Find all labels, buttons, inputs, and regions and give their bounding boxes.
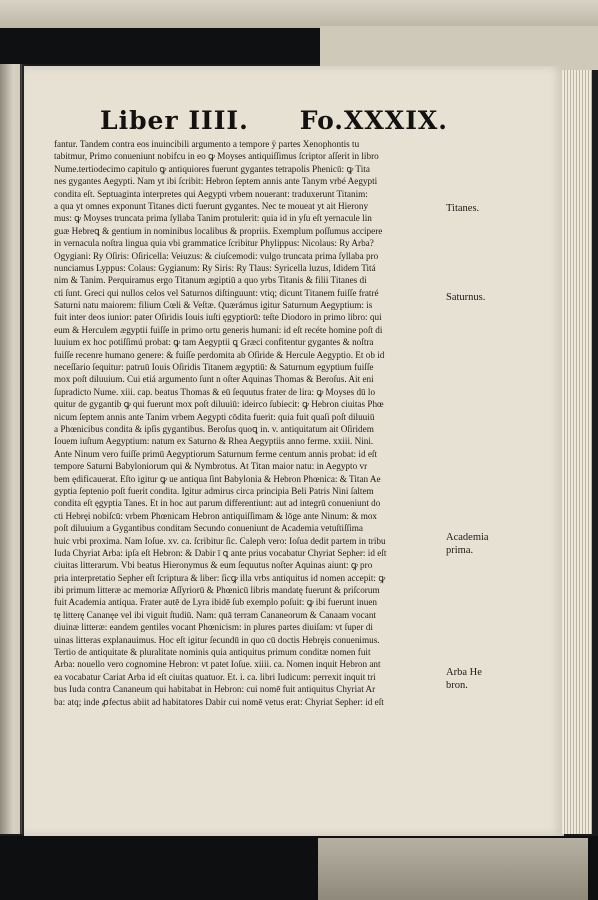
- text-line: Arba: nouello vero cognomine Hebron: vt patet Ioſue. xiiii. ca. Nomen inquit Hebron ant: [54, 659, 381, 670]
- text-line: Saturni natu maiorem: filium Cœli & Veſtæ. Quærámus igitur Saturnum Aegyptium: is: [54, 300, 373, 311]
- text-line: Iouem iuſtum Aegyptium: natum ex Saturno & Rhea Aegyptiis anno ferme. xxiii. Nini.: [54, 436, 374, 447]
- text-line: diuinæ litteræ: eandem gentiles vocant Phœnicism: in plures partes diuiſam: vt ſuper di: [54, 622, 373, 633]
- text-line: fuiſſe recenre humano genere: & fuiſſe perdomita ab Oſiride & Hercule Aegyptio. Et ob id: [54, 349, 385, 360]
- text-line: nunciamus Lyppus: Colaus: Gygianum: Ry Siris: Ry Tlaus: Syricella luzus, Ididem Titá: [54, 262, 376, 273]
- text-line: bem ędificauerat. Eſto igitur ꝙ ue antiqua ſint Babylonia & Hebron Phœnica: & Titan Ae: [54, 473, 381, 484]
- text-line: nicum ſeptem annis ante Tanim vrbem Aegypti cōdita fuerit: quia fuit quaſi poſt diluuiū: [54, 411, 375, 422]
- text-line: poſt diluuium a Gygantibus conditam Secundo conueniunt de Academia vetuſtiſſima: [54, 523, 363, 534]
- text-line: gyptia ſeptenio poſt fuerit condita. Igitur admirus circa principia Beli Patris Nini ſaltem: [54, 485, 374, 496]
- text-line: tempore Saturni Babyloniorum qui & Nymbrotus. At Titan maior natu: in Aegypto vr: [54, 461, 368, 472]
- text-line: mus: ꝙ Moyses truncata prima ſyllaba Tanim protulerit: quia id in yſu eſt yernacule lin: [54, 213, 372, 224]
- text-line: neceſſario ſequitur: patruū Iouis Oſiridis Titanem ægyptiū: & Saturnum egyptium fuiſſe: [54, 362, 374, 373]
- text-line: Ante Ninum vero fuiſſe primū Aegyptiorum Saturnum ferme centum annis probat: id eſt: [54, 448, 378, 459]
- margin-note-text: Academia: [446, 532, 489, 543]
- text-line: a qua yt omnes exponunt Titanes dicti fuerunt gygantes. Nec te moueat yt ait Hierony: [54, 200, 369, 211]
- text-line: fuit inter deos iunior: pater Oſiridis Iouis iuſti ęgyptiorū: teſte Diodoro in primo libro: qui: [54, 312, 382, 323]
- text-line: condita eſt ęgyptia Tanes. Et in hoc aut parum differentiunt: aut ad integrū conueniunt do: [54, 498, 381, 509]
- text-line: fantur. Tandem contra eos inuincibili argumento a tempore ÿ partes Xenophontis tu: [54, 139, 360, 149]
- margin-note-arba-hebron: [446, 666, 516, 692]
- text-line: ea vocabatur Cariat Arba id eſt ciuitas quatuor. Et. i. ca. libri Iudicum: perrexit inquit tri: [54, 671, 376, 682]
- margin-note-text: Titanes.: [446, 203, 480, 214]
- text-line: tę litterę Cananęe vel ibi viguit ſtudiū. Nam: quā terram Cananeorum & Canaam vocant: [54, 609, 376, 620]
- margin-note-text: Arba He: [446, 667, 482, 678]
- bottom-paper: [318, 838, 588, 900]
- text-line: ciuitas litterarum. Vbi beatus Hieronymus & eum ſequutus noſter Aquinas aiunt: ꝙ pro: [54, 560, 373, 571]
- text-line: ba: atq; inde ꝓfectus abiit ad habitatores Dabir cui nomē vetus erat: Chyriat Sepher: id eſt: [54, 696, 384, 707]
- text-line: cti ſunt. Greci qui nullos celos vel Saturnos diſtinguunt: vtiq; dicunt Titanem fuiſſe fratré: [54, 287, 379, 298]
- text-line: a Phœnicibus condita & ipſis gygantibus. Beroſus quoꝗ in. v. antiquitatum ait Oſiridem: [54, 423, 374, 434]
- header-folio: Fo.XXXIX.: [299, 106, 448, 135]
- text-line: fuit Academia antiqua. Frater autē de Lyra ibidē ſub exemplo poſuit: ꝙ ibi fuerunt inuen: [54, 597, 378, 608]
- text-line: uinas litteras explanauimus. Hoc eſt igitur ſecundū in quo cū doctis Hebręis conuenimus.: [54, 634, 380, 645]
- margin-note-text: prima.: [446, 545, 474, 556]
- text-line: mox poſt diluuium. Cui etiá argumento ſunt n oſter Aquinas Thomas & Beroſus. Ait eni: [54, 374, 374, 385]
- margin-note-saturnus: [446, 291, 516, 304]
- text-line: cti Hebręi nobiſcū: vrbem Phœnicam Hebron antiquiſſimam & lōge ante Ninum: & mox: [54, 510, 378, 521]
- body-text-column: [54, 138, 446, 734]
- running-header: [100, 106, 448, 138]
- text-line: Iuda Chyriat Arba: ipſa eſt Hebron: & Dabir ī ꝗ ante prius vocabatur Chyriat Sepher: id eſt: [54, 547, 387, 558]
- text-line: quitur de gygantib ꝙ qui fuerunt mox poſt diluuiū: ideirco ſubiecit: ꝙ Hebron ciuitas Phœ: [54, 399, 384, 410]
- header-liber: Liber IIII.: [100, 106, 249, 135]
- text-line: bus Iuda contra Cananeum qui habitabat in Hebron: cui nomē fuit antiquitus Chyriat Ar: [54, 684, 376, 695]
- text-line: in vernacula noſtra lingua quia vbi grammatice ſcribitur Phylippus: Nicolaus: Ry Arba?: [54, 238, 374, 249]
- text-line: huic vrbi proxima. Nam Ioſue. xv. ca. ſcribitur ſic. Caleph vero: Ioſua dedit partem in tribu: [54, 535, 386, 546]
- text-line: condita eſt. Septuaginta interpretes qui Aegypti vrbem nouerant: traduxerunt Titanim:: [54, 188, 368, 199]
- top-paper-strip: [0, 0, 598, 28]
- text-line: nes gygantes Aegypti. Nam yt ibi ſcribit: Hebron ſeptem annis ante Tanym vrbé Aegypti: [54, 176, 378, 187]
- text-line: guæ Hebreꝗ & gentium in nominibus localibus & propriis. Exemplum poſſumus accipere: [54, 225, 383, 236]
- margin-note-academia: [446, 531, 516, 557]
- page-edges: [562, 70, 592, 834]
- paper-behind: [320, 26, 598, 70]
- left-page-edge: [0, 64, 22, 834]
- margin-note-titanes: [446, 202, 516, 215]
- text-line: luuium ex hoc potiſſimú probat: ꝙ tam Aegyptii ꝗ Græci confitentur gygantes & noſtra: [54, 337, 374, 348]
- text-line: ſupradicto Nume. xiii. cap. beatus Thomas & eū ſequutus frater de lira: ꝙ Moyses dū lo: [54, 386, 376, 397]
- text-line: Tertio de antiquitate & pluralitate nominis quia antiquitus primum conditæ nomen fuit: [54, 647, 371, 658]
- text-line: nim & Tanim. Perquiramus ergo Titanum ægiptiū a quo yrbs Titanis & filii Titanes di: [54, 275, 367, 286]
- text-line: Ogygiani: Ry Oſiris: Oſiricella: Veiuzus: & ciuſcemodi: vulgo truncata prima ſyllaba pro: [54, 250, 379, 261]
- text-line: Nume.tertiodecimo capitulo ꝙ antiquiores fuerunt gygantes tetrapolis Phenicū: ꝙ Tita: [54, 163, 370, 174]
- text-line: pria interpretatio Sepher eſt ſcriptura & liber: ſicꝙ illa vrbs antiquitus id nomen accepit: ꝙ: [54, 572, 386, 583]
- margin-note-text: bron.: [446, 680, 468, 691]
- text-line: ibi primum litteræ ac memoriæ Aſſyriorū & Phœnicū libris mandatę fuerunt & priſcorum: [54, 585, 380, 596]
- margin-note-text: Saturnus.: [446, 292, 486, 303]
- text-line: tabitmur, Primo conueniunt nobifcu in eo ꝙ Moyses antiquiſſimus ſcriptor aſſerit in libro: [54, 151, 379, 162]
- text-line: eum & Herculem ægyptii fuiſſe in primo ortu generis humani: id eſt recéte homine poſt di: [54, 324, 383, 335]
